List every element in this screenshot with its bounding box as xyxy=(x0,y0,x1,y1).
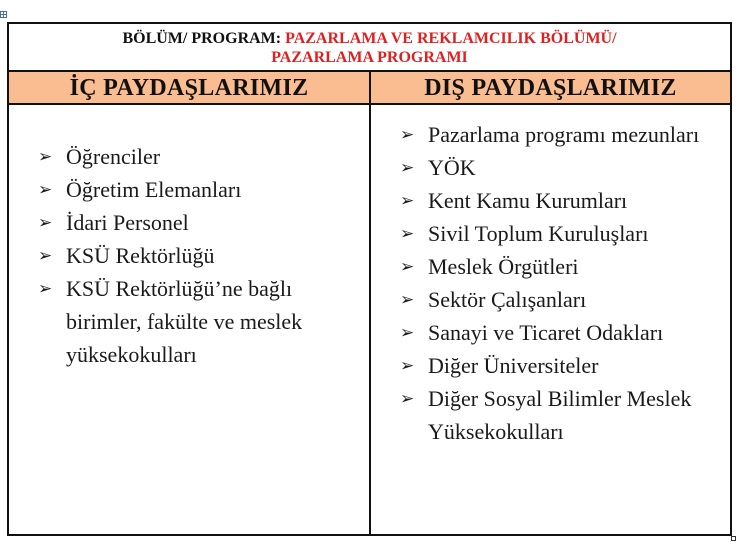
list-item xyxy=(38,272,348,371)
arrow-bullet-icon: ➢ xyxy=(38,279,53,298)
arrow-bullet-icon: ➢ xyxy=(400,389,415,408)
list-item xyxy=(38,206,348,239)
list-item xyxy=(38,239,348,272)
list-item xyxy=(400,316,720,349)
list-item-text: Öğretim Elemanları xyxy=(66,177,242,202)
internal-stakeholders-heading: İÇ PAYDAŞLARIMIZ xyxy=(69,75,309,101)
list-item-text: Pazarlama programı mezunları xyxy=(428,122,700,147)
list-item xyxy=(400,382,720,448)
list-item xyxy=(400,217,720,250)
table-resize-handle-icon[interactable] xyxy=(731,536,736,541)
arrow-bullet-icon: ➢ xyxy=(400,290,415,309)
arrow-bullet-icon: ➢ xyxy=(400,224,415,243)
list-item-text: KSÜ Rektörlüğü xyxy=(66,243,215,268)
list-item xyxy=(400,118,720,151)
arrow-bullet-icon: ➢ xyxy=(400,356,415,375)
list-item-text: KSÜ Rektörlüğü’ne bağlı birimler, fakülte ve meslek yüksekokulları xyxy=(66,276,303,367)
list-item-text: Öğrenciler xyxy=(66,144,161,169)
list-item xyxy=(400,283,720,316)
list-item-text: YÖK xyxy=(428,155,476,180)
list-item-text: Meslek Örgütleri xyxy=(428,254,579,279)
arrow-bullet-icon: ➢ xyxy=(400,191,415,210)
list-item-text: Sanayi ve Ticaret Odakları xyxy=(428,320,664,345)
list-item-text: Sivil Toplum Kuruluşları xyxy=(428,221,649,246)
arrow-bullet-icon: ➢ xyxy=(38,147,53,166)
list-item xyxy=(400,250,720,283)
program-title-line1: PAZARLAMA VE REKLAMCILIK BÖLÜMÜ/ xyxy=(285,30,617,47)
program-header xyxy=(9,24,730,72)
arrow-bullet-icon: ➢ xyxy=(400,323,415,342)
list-item xyxy=(38,140,348,173)
list-item-text: İdari Personel xyxy=(66,210,189,235)
list-item xyxy=(400,184,720,217)
program-header-line1 xyxy=(9,29,730,48)
arrow-bullet-icon: ➢ xyxy=(38,180,53,199)
arrow-bullet-icon: ➢ xyxy=(400,158,415,177)
arrow-bullet-icon: ➢ xyxy=(400,257,415,276)
arrow-bullet-icon: ➢ xyxy=(38,246,53,265)
external-stakeholders-heading: DIŞ PAYDAŞLARIMIZ xyxy=(424,75,677,101)
table-move-handle-icon[interactable] xyxy=(0,11,7,18)
list-item-text: Sektör Çalışanları xyxy=(428,287,587,312)
arrow-bullet-icon: ➢ xyxy=(400,125,415,144)
column-divider xyxy=(369,72,371,534)
arrow-bullet-icon: ➢ xyxy=(38,213,53,232)
list-item xyxy=(400,349,720,382)
list-item xyxy=(38,173,348,206)
list-item-text: Diğer Üniversiteler xyxy=(428,353,599,378)
list-item-text: Diğer Sosyal Bilimler Meslek Yüksekokulları xyxy=(428,386,692,444)
program-label: BÖLÜM/ PROGRAM: xyxy=(122,30,282,47)
program-title-line2: PAZARLAMA PROGRAMI xyxy=(271,49,468,66)
list-item xyxy=(400,151,720,184)
internal-stakeholders-list xyxy=(38,140,348,371)
list-item-text: Kent Kamu Kurumları xyxy=(428,188,628,213)
external-stakeholders-list xyxy=(400,118,720,448)
